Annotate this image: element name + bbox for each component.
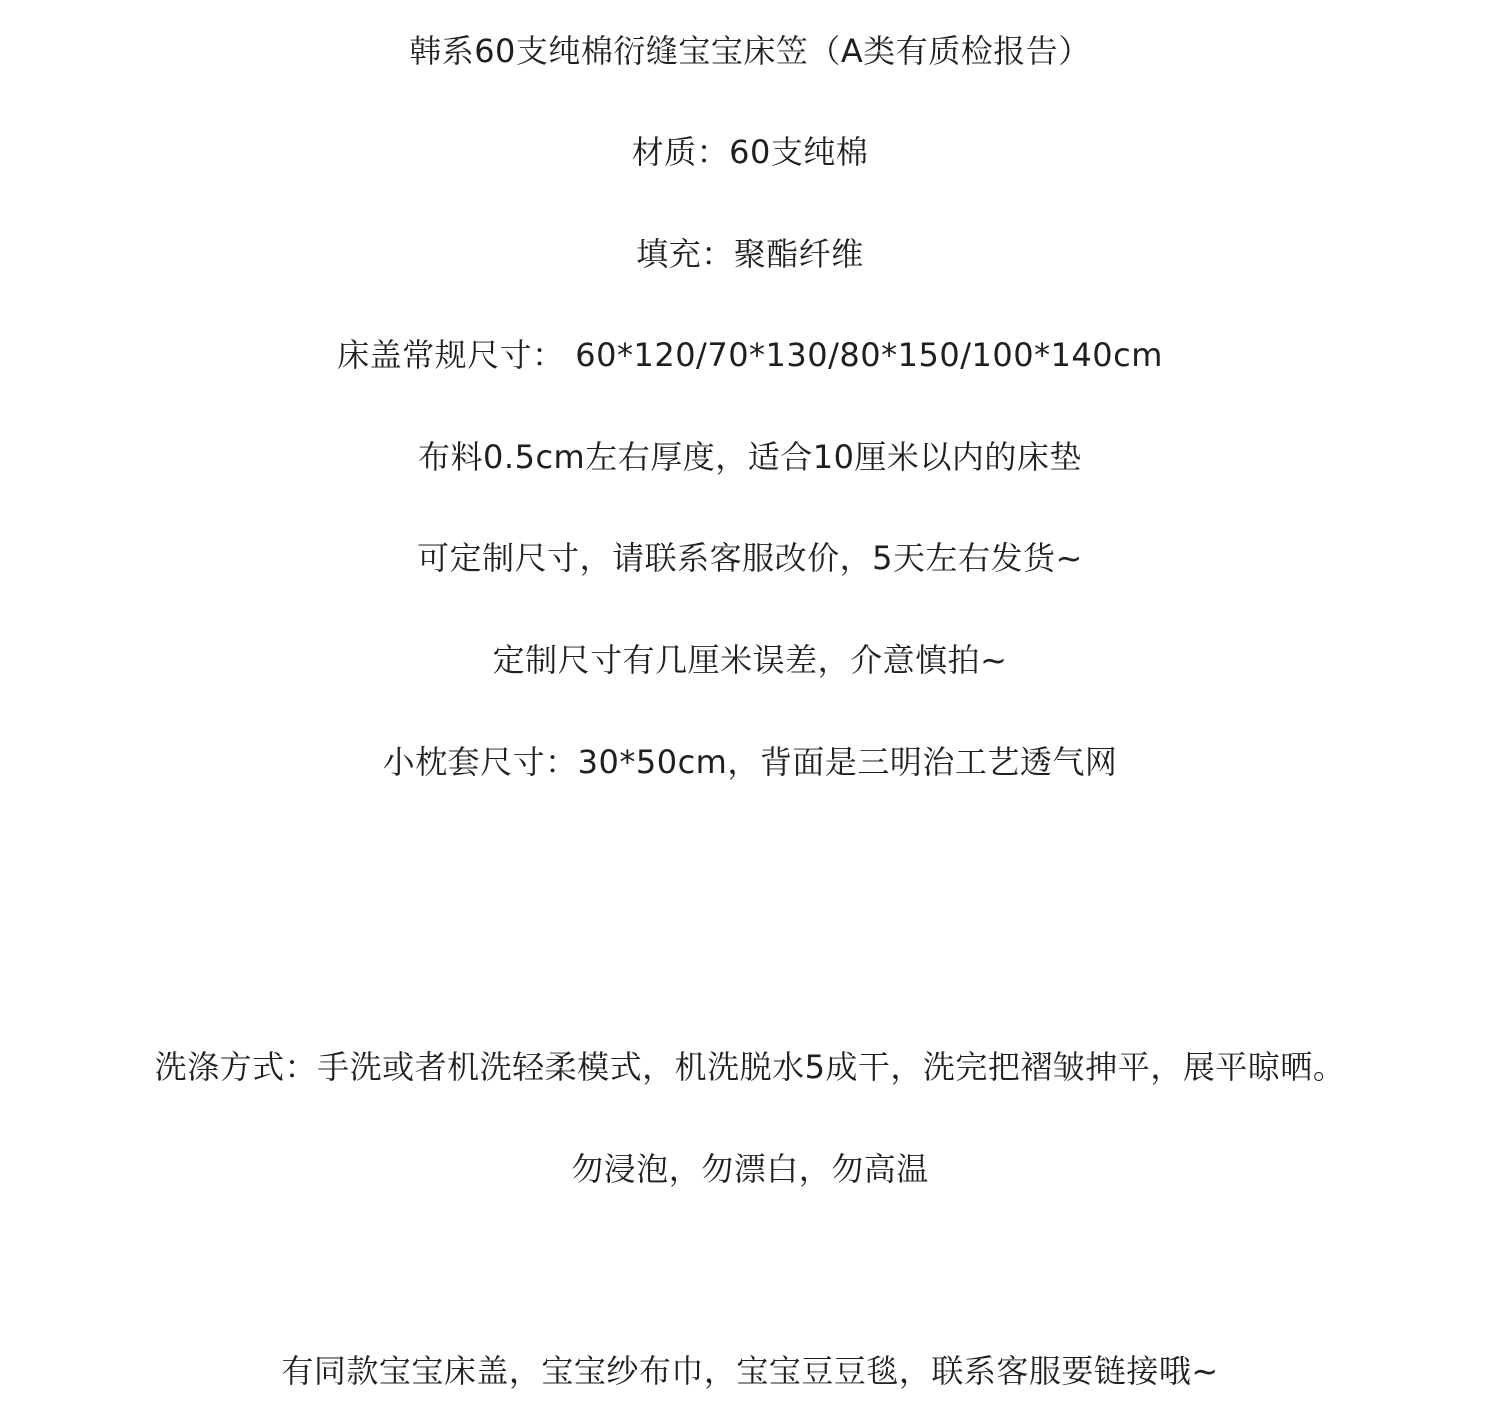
material-line: 材质：60支纯棉	[631, 133, 869, 171]
custom-note-line: 定制尺寸有几厘米误差，介意慎拍~	[492, 641, 1008, 679]
pillowcase-line: 小枕套尺寸：30*50cm，背面是三明治工艺透气网	[382, 743, 1118, 781]
related-products-note: 有同款宝宝床盖，宝宝纱布巾，宝宝豆豆毯，联系客服要链接哦~	[281, 1352, 1219, 1390]
product-title: 韩系60支纯棉衍缝宝宝床笠（A类有质检报告）	[409, 32, 1091, 70]
care-warnings: 勿浸泡，勿漂白，勿高温	[571, 1150, 929, 1188]
sizes-line: 床盖常规尺寸： 60*120/70*130/80*150/100*140cm	[337, 336, 1163, 374]
thickness-line: 布料0.5cm左右厚度，适合10厘米以内的床垫	[418, 438, 1082, 476]
custom-size-line: 可定制尺寸，请联系客服改价，5天左右发货~	[417, 539, 1083, 577]
filling-line: 填充：聚酯纤维	[636, 235, 864, 273]
washing-instructions: 洗涤方式：手洗或者机洗轻柔模式，机洗脱水5成干，洗完把褶皱抻平，展平晾晒。	[154, 1048, 1346, 1086]
